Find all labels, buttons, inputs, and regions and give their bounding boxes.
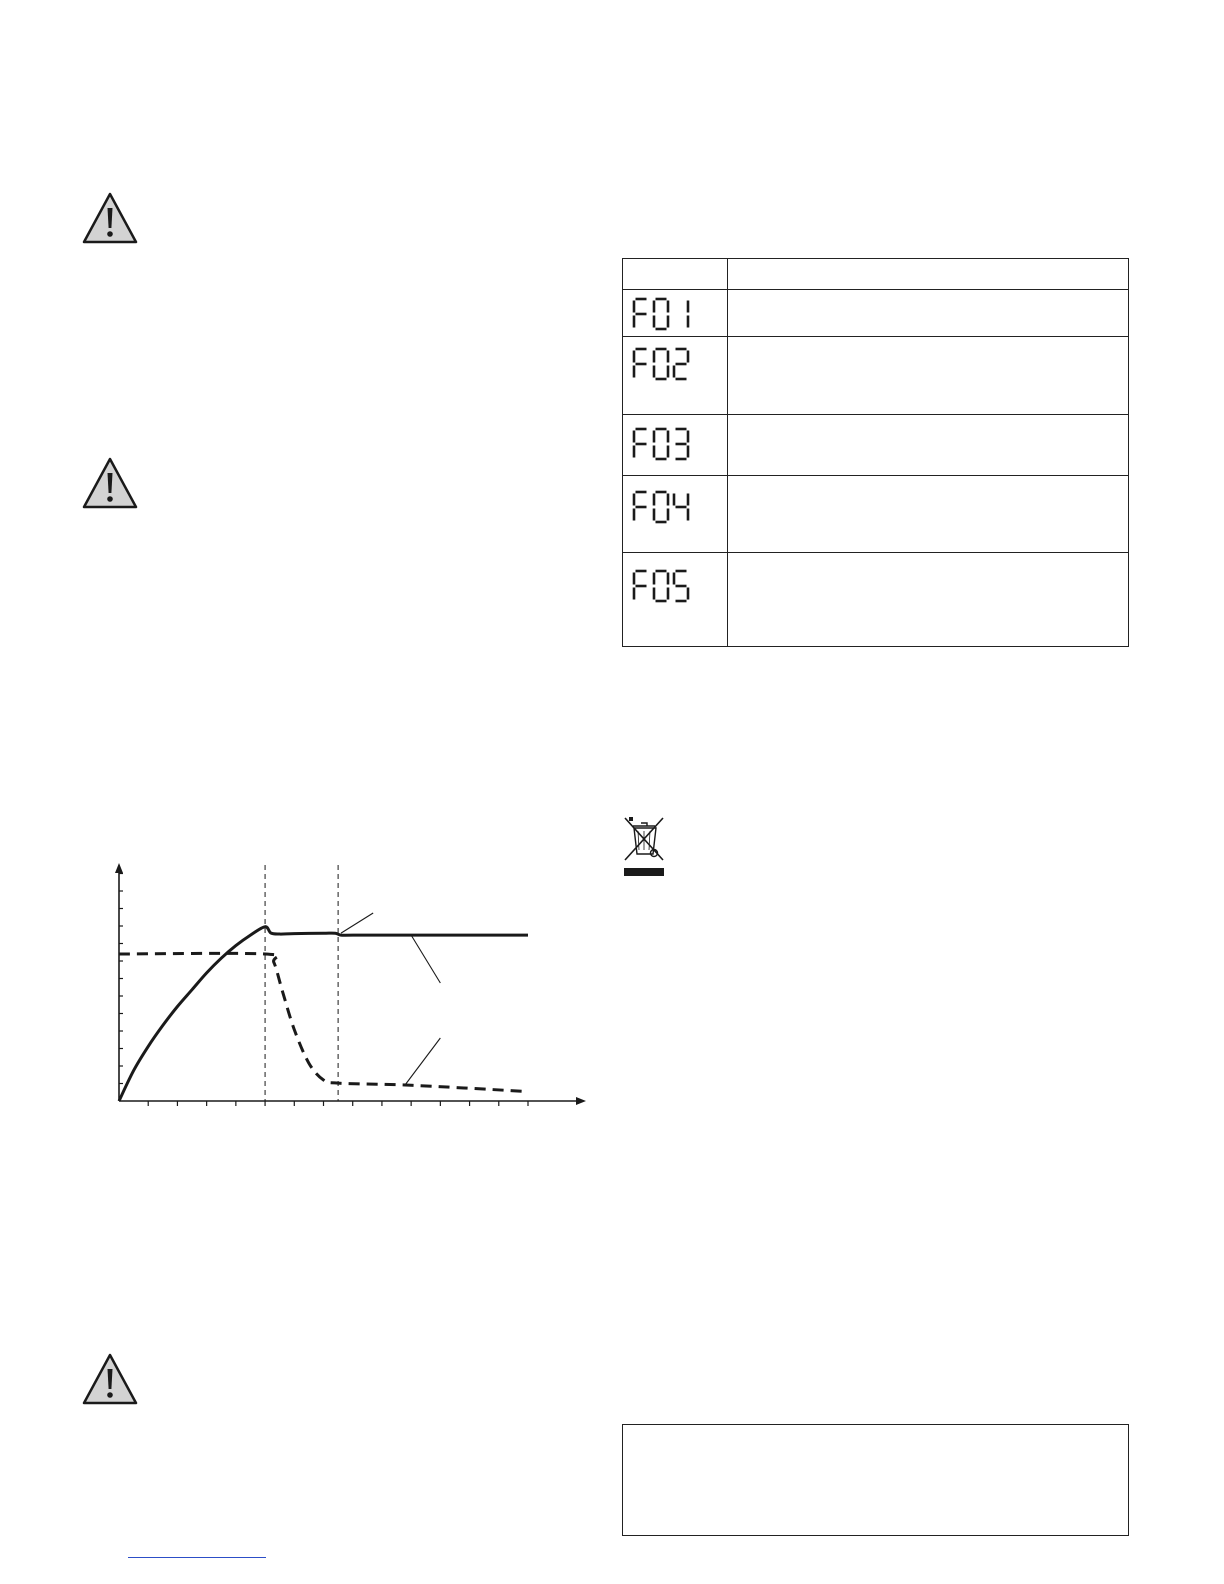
table-row-divider xyxy=(623,475,1128,476)
leader-line xyxy=(405,1038,440,1085)
table-row-divider xyxy=(623,552,1128,553)
y-axis-arrow xyxy=(115,863,123,873)
error-code-table xyxy=(622,258,1129,647)
table-column-divider xyxy=(727,259,728,646)
error-code-f04 xyxy=(631,489,691,525)
current-curve xyxy=(119,953,528,1091)
error-code-f01 xyxy=(631,296,691,332)
error-code-f02 xyxy=(631,346,691,382)
warning-triangle-icon xyxy=(81,1352,139,1406)
warning-triangle-icon xyxy=(81,456,139,510)
leader-line xyxy=(411,935,440,983)
footer-link[interactable] xyxy=(128,1557,266,1558)
charge-curve-chart xyxy=(105,855,595,1115)
table-row-divider xyxy=(623,336,1128,337)
error-code-f05 xyxy=(631,568,691,604)
x-axis-arrow xyxy=(576,1097,586,1105)
table-row-divider xyxy=(623,414,1128,415)
notice-box xyxy=(622,1424,1129,1536)
error-code-f03 xyxy=(631,426,691,462)
warning-triangle-icon xyxy=(81,191,139,245)
leader-line xyxy=(341,913,373,933)
crossed-out-wheelie-bin-icon xyxy=(621,814,667,878)
table-header-divider xyxy=(623,289,1128,290)
